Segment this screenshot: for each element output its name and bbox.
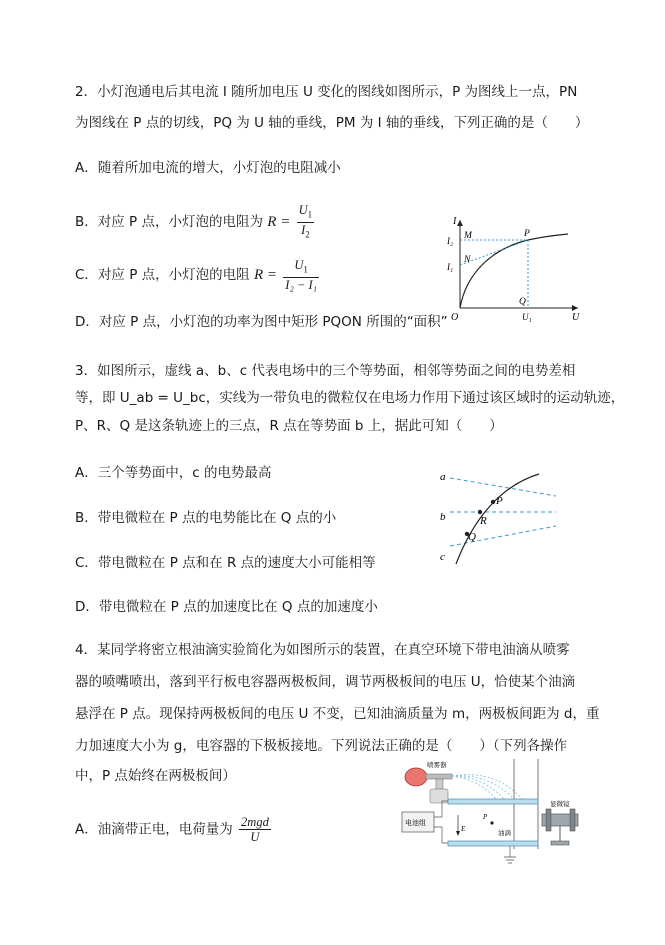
- upper-plate: [448, 799, 538, 804]
- q3-fig-label-p: P: [496, 495, 503, 507]
- q2-iu-graph: [446, 214, 586, 324]
- q4-stem-line3: 悬浮在 P 点。现保持两极板间的电压 U 不变，已知油滴质量为 m，两极板间距为 d，重: [75, 706, 600, 722]
- point-label-p: P: [483, 813, 488, 821]
- q3-fig-label-b: b: [440, 511, 446, 523]
- q2-graph-label-i2: I₂: [447, 236, 454, 246]
- field-label-e: E: [461, 825, 466, 833]
- q2-graph-label-m: M: [464, 231, 472, 241]
- microscope-label: 显微镜: [550, 801, 570, 808]
- q2-option-c-num-sub: 1: [303, 264, 308, 275]
- q4-option-a: [75, 815, 273, 844]
- q3-option-b: B．带电微粒在 P 点的电势能比在 Q 点的小: [75, 510, 337, 526]
- droplet-label: 油滴: [498, 830, 511, 837]
- q2-graph-origin: O: [451, 312, 459, 323]
- q2-graph-axis-i: I: [453, 216, 457, 227]
- q3-option-c: C．带电微粒在 P 点和在 R 点的速度大小可能相等: [75, 555, 376, 571]
- q3-equipotential-figure: [436, 464, 566, 574]
- q2-graph-axis-u: U: [572, 312, 580, 323]
- q2-graph-label-q: Q: [519, 297, 526, 307]
- q4-option-a-fraction: [239, 815, 271, 844]
- q4-stem-line4: 力加速度大小为 g，电容器的下极板接地。下列说法正确的是（ ）（下列各操作: [75, 738, 568, 754]
- q2-option-c-fraction: [283, 258, 319, 292]
- q2-option-b-text: B．对应 P 点，小灯泡的电阻为: [75, 214, 263, 230]
- q2-option-b-num-sub: 1: [307, 209, 313, 220]
- q3-stem-line1: 3．如图所示，虚线 a、b、c 代表电场中的三个等势面，相邻等势面之间的电势差相: [75, 363, 576, 379]
- q4-stem-line1: 4．某同学将密立根油滴实验简化为如图所示的装置，在真空环境下带电油滴从喷雾: [75, 642, 570, 658]
- q4-option-a-text: A．油滴带正电，电荷量为: [75, 821, 233, 838]
- battery-label: 电池组: [405, 819, 426, 827]
- q3-stem-line3: P、R、Q 是这条轨迹上的三点，R 点在等势面 b 上，据此可知（ ）: [75, 418, 503, 434]
- q2-option-c-r: R =: [253, 266, 277, 283]
- q2-option-c-text: C．对应 P 点，小灯泡的电阻: [75, 266, 250, 283]
- q4-option-a-num: 2mgd: [241, 815, 269, 829]
- q2-option-b-den: I: [301, 222, 306, 237]
- q3-fig-label-c: c: [440, 551, 445, 563]
- q2-option-a: A．随着所加电流的增大，小灯泡的电阻减小: [75, 160, 341, 176]
- q2-stem-line1: 2．小灯泡通电后其电流 I 随所加电压 U 变化的图线如图所示，P 为图线上一点，PN: [75, 84, 578, 100]
- q3-option-d: D．带电微粒在 P 点的加速度比在 Q 点的加速度小: [75, 599, 378, 615]
- sprayer-bulb: [405, 768, 427, 786]
- q2-graph-label-u1: U₁: [522, 312, 532, 322]
- q2-option-c-den: I₂ − I₁: [285, 277, 317, 292]
- sprayer-label: 喷雾器: [427, 762, 447, 769]
- q3-fig-label-a: a: [440, 471, 446, 483]
- q4-stem-line2: 器的喷嘴喷出，落到平行板电容器两极板间，调节两极板间的电压 U，恰使某个油滴: [75, 674, 576, 690]
- q2-graph-label-p: P: [524, 229, 530, 239]
- q2-option-b-fraction: [297, 203, 315, 241]
- q2-option-d: D．对应 P 点，小灯泡的功率为图中矩形 PQON 所围的“面积”: [75, 314, 448, 330]
- q2-graph-label-i1: I₁: [447, 262, 454, 272]
- q2-option-b-den-sub: 2: [305, 229, 310, 239]
- q2-option-c-num: U: [294, 258, 304, 272]
- q2-option-b: [75, 203, 316, 241]
- q4-stem-line5: 中，P 点始终在两极板间）: [75, 768, 236, 784]
- q2-option-b-r: R =: [267, 214, 291, 230]
- q2-stem-line2: 为图线在 P 点的切线，PQ 为 U 轴的垂线，PM 为 I 轴的垂线，下列正确的是（ ）: [75, 115, 589, 131]
- q2-graph-label-n: N: [464, 255, 471, 265]
- q2-option-c: [75, 258, 321, 292]
- q3-fig-label-q: Q: [468, 531, 476, 543]
- q2-option-b-num: U: [298, 203, 308, 217]
- q4-option-a-den: U: [250, 830, 260, 844]
- lower-plate: [448, 841, 538, 846]
- q3-stem-line2: 等，即 U_ab = U_bc，实线为一带负电的微粒仅在电场力作用下通过该区域时的运动轨迹，: [75, 390, 625, 406]
- q3-option-a: A．三个等势面中，c 的电势最高: [75, 465, 272, 481]
- q4-millikan-apparatus: [396, 757, 586, 867]
- q3-fig-label-r: R: [480, 515, 487, 527]
